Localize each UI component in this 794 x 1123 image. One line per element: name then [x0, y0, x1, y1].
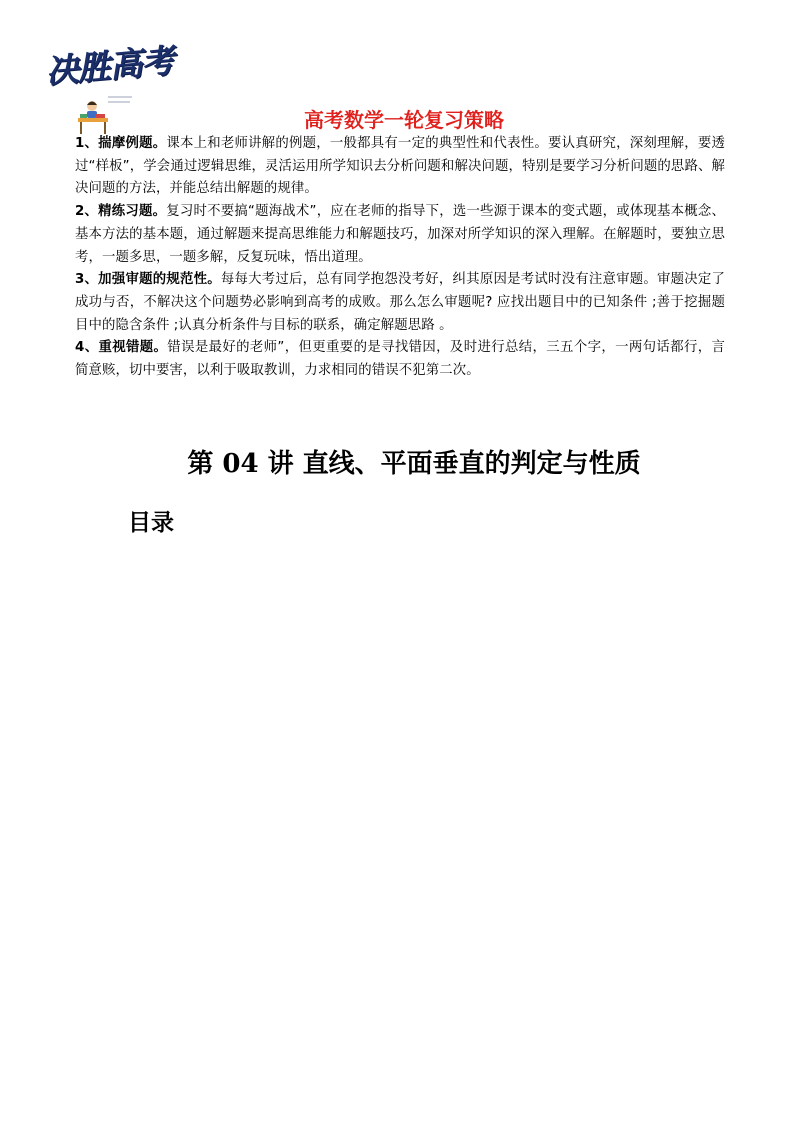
- tip-heading: 3、加强审题的规范性。: [75, 272, 221, 288]
- tip-item: [75, 269, 725, 337]
- lecture-title: 第 04 讲 直线、平面垂直的判定与性质: [187, 449, 641, 479]
- tip-body: 错误是最好的老师”，但更重要的是寻找错因，及时进行总结，三五个字，一两句话都行，言简意赅，切中要害，以利于吸取教训，力求相同的错误不犯第二次。: [75, 340, 725, 379]
- toc-heading: 目录: [128, 510, 174, 536]
- tip-item: [75, 133, 725, 201]
- logo-text: 决胜高考: [44, 40, 175, 91]
- tip-heading: 1、揣摩例题。: [75, 136, 167, 151]
- tip-body: 课本上和老师讲解的例题，一般都具有一定的典型性和代表性。要认真研究，深刻理解，要透过“样板”，学会通过逻辑思维，灵活运用所学知识去分析问题和解决问题，特别是要学习分析问题的思路、解决问题的方法，并能总结出解题的规律。: [75, 136, 725, 197]
- tip-item: [75, 337, 725, 382]
- strategy-tips: [75, 133, 725, 383]
- tip-heading: 2、精练习题。: [75, 204, 167, 220]
- tip-heading: 4、重视错题。: [75, 340, 168, 356]
- tip-body: 每每大考过后，总有同学抱怨没考好，纠其原因是考试时没有注意审题。审题决定了成功与否，不解决这个问题势必影响到高考的成败。那么怎么审题呢? 应找出题目中的已知条件 ;善于挖掘题目中的隐含条件 ;认真分析条件与目标的联系，确定解题思路 。: [75, 272, 726, 333]
- strategy-title: 高考数学一轮复习策略: [304, 108, 504, 132]
- tip-item: [75, 201, 725, 269]
- tip-body: 复习时不要搞“题海战术”，应在老师的指导下，选一些源于课本的变式题，或体现基本概念、基本方法的基本题，通过解题来提高思维能力和解题技巧，加深对所学知识的深入理解。在解题时，要独立思考，一题多思，一题多解，反复玩味，悟出道理。: [75, 204, 725, 265]
